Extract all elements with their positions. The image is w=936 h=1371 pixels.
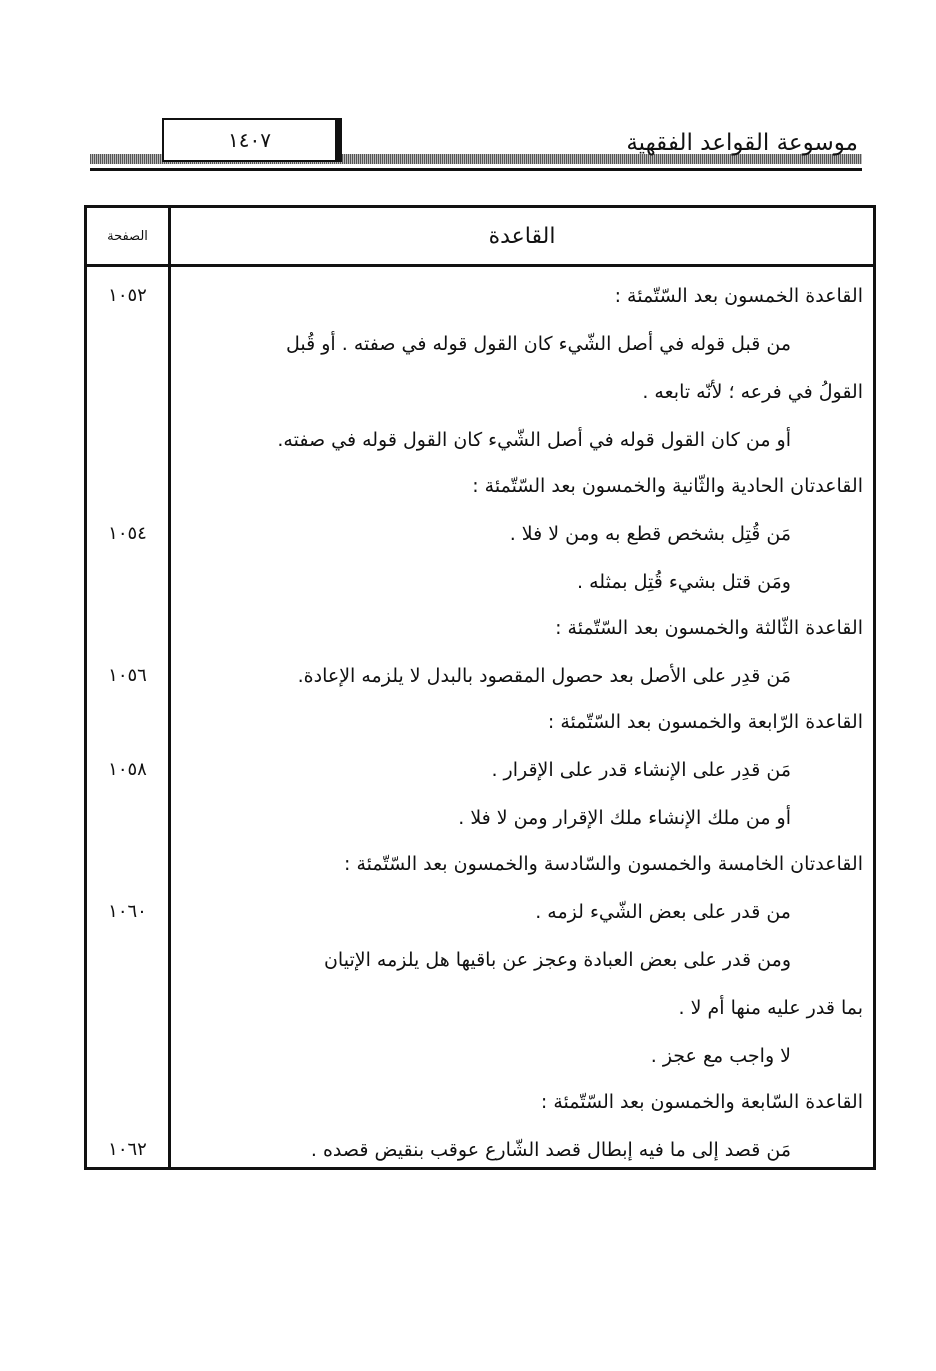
header-rule-line [90,168,862,171]
page-ref: ١٠٥٢ [108,285,147,306]
page-number: ١٤٠٧ [162,118,342,162]
rule-text-line: مَن قدِر على الأصل بعد حصول المقصود بالبدل لا يلزمه الإعادة. [297,665,791,687]
rule-text-line: أو من كان القول قوله في أصل الشّيء كان القول قوله في صفته. [277,429,791,451]
rule-text-line: بما قدر عليه منها أم لا . [678,997,863,1019]
page-ref: ١٠٦٠ [108,901,147,922]
page-column-header: الصفحة [107,228,148,244]
rule-text-line: القولُ في فرعه ؛ لأنّه تابعه . [642,381,863,403]
page-ref: ١٠٦٢ [108,1139,147,1160]
page-header [90,110,862,180]
rule-column-header: القاعدة [488,223,556,249]
rule-heading: القاعدتان الخامسة والخمسون والسّادسة والخمسون بعد السّتّمئة : [344,853,863,875]
rule-text-line: مَن قدِر على الإنشاء قدر على الإقرار . [491,759,791,781]
rule-text-line: مَن قُتِل بشخص قطع به ومن لا فلا . [509,523,791,545]
rule-heading: القاعدة الخمسون بعد السّتّمئة : [614,285,863,307]
rule-text-line: أو من ملك الإنشاء ملك الإقرار ومن لا فلا . [458,807,791,829]
rule-text-line: مَن قصد إلى ما فيه إبطال قصد الشّارع عوقب بنقيض قصده . [310,1139,791,1161]
rule-text-line: ومَن قتل بشيء قُتِل بمثله . [577,571,791,593]
header-divider [87,264,873,267]
page-ref: ١٠٥٦ [108,665,147,686]
rule-text-line: من قدر على بعض الشّيء لزمه . [535,901,791,923]
rule-text-line: ومن قدر على بعض العبادة وعجز عن باقيها هل يلزمه الإتيان [323,949,791,971]
page-ref: ١٠٥٤ [108,523,147,544]
rule-text-line: لا واجب مع عجز . [650,1045,791,1067]
rule-heading: القاعدة الرّابعة والخمسون بعد السّتّمئة : [547,711,863,733]
rule-heading: القاعدتان الحادية والثّانية والخمسون بعد السّتّمئة : [472,475,863,497]
rules-index-table [84,205,876,1170]
book-title: موسوعة القواعد الفقهية [626,130,858,156]
page-ref: ١٠٥٨ [108,759,147,780]
rule-heading: القاعدة الثّالثة والخمسون بعد السّتّمئة : [555,617,863,639]
rule-heading: القاعدة السّابعة والخمسون بعد السّتّمئة : [540,1091,863,1113]
rule-text-line: من قبل قوله في أصل الشّيء كان القول قوله في صفته . أو قُبل [286,333,791,355]
